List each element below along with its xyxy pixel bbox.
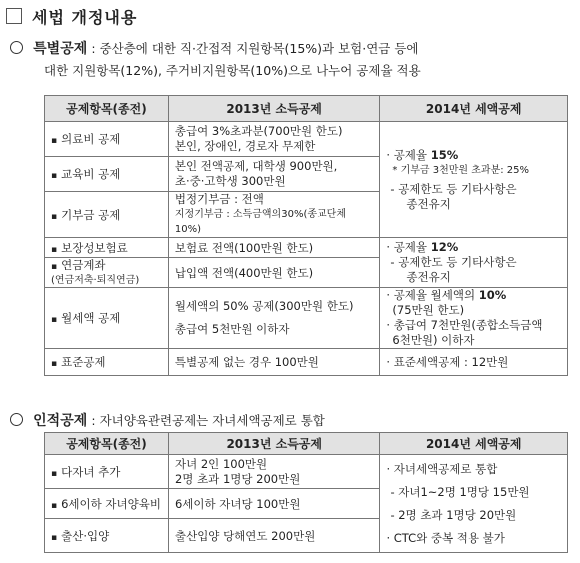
row-item: ▪ 기부금 공제 [45,192,169,238]
special-deduction-table [44,95,568,376]
row-2013 [168,288,380,349]
group3-line4: 6천만원) 이하자 [392,333,475,347]
row-2013: 출산입양 당해연도 200만원 [168,519,379,553]
row-2013-line: 총급여 3%초과분(700만원 한도) [174,124,343,138]
section1-heading [10,39,419,60]
group1-rate: 15% [430,147,459,162]
row-item-sub: (연금저축·퇴직연금) [51,275,140,286]
row-2013-line: 2명 초과 1명당 200만원 [174,471,301,486]
row-2013-line: 지정기부금 : 소득금액의30%(종교단체 10%) [174,209,346,235]
row-item: ▪ 출산·입양 [45,519,169,553]
group3-line1-label: · 공제율 월세액의 [386,288,479,302]
row-2013-line: 법정기부금 : 전액 [174,192,264,206]
header-2013: 2013년 소득공제 [168,96,380,122]
group2-note1: - 공제한도 등 기타사항은 [390,255,517,269]
row-2013: 6세이하 자녀당 100만원 [168,489,379,519]
table-row [45,122,568,157]
row-2013 [168,157,380,192]
row-item: ▪ 연금계좌 (연금저축·퇴직연금) [45,258,169,288]
group3-line1-rate: 10% [478,288,507,302]
row-item: ▪ 6세이하 자녀양육비 [45,489,169,519]
row-2013-line: 본인 전액공제, 대학생 900만원, [174,159,338,173]
row-2013-line: 자녀 2인 100만원 [174,456,268,471]
row-2014-standard: · 표준세액공제 : 12만원 [380,349,568,376]
row-item: ▪ 의료비 공제 [45,122,169,157]
header-2014: 2014년 세액공제 [380,433,568,455]
group1-donation: * 기부금 3천만원 초과분: 25% [392,164,530,176]
row-2013 [168,455,379,489]
personal-deduction-table [44,432,568,553]
row-2013-line: 총급여 5천만원 이하자 [174,322,290,336]
title-checkbox-icon [6,8,22,24]
group2-rate-label: · 공제율 [386,240,431,254]
group1-rate-line [386,148,561,163]
header-item: 공제항목(종전) [45,96,169,122]
circle-bullet-icon [10,41,23,54]
row-2014-personal [380,455,568,553]
row-2013-line: 본인, 장애인, 경로자 무제한 [174,139,316,153]
header-2014: 2014년 세액공제 [380,96,568,122]
row-2014-group1 [380,122,568,238]
header-2013: 2013년 소득공제 [168,433,379,455]
row-2013-line: 초·중·고학생 300만원 [174,174,286,188]
group3-line1 [386,288,561,303]
row-item-label: 연금계좌 [61,258,106,272]
section1-desc-line1: : 중산층에 대한 직·간접적 지원항목(15%)과 보험·연금 등에 [91,41,419,56]
section1-label: 특별공제 [33,41,88,57]
row-item: ▪ 보장성보험료 [45,238,169,258]
group1-note1: - 공제한도 등 기타사항은 [390,181,517,196]
group1-rate-label: · 공제율 [386,147,431,162]
header-item: 공제항목(종전) [45,433,169,455]
personal-2014-line: - 2명 초과 1명당 20만원 [390,507,517,522]
row-2013: 보험료 전액(100만원 한도) [168,238,380,258]
section2-desc: : 자녀양육관련공제는 자녀세액공제로 통합 [91,413,325,428]
row-item: ▪ 표준공제 [45,349,169,376]
row-2014-group2 [380,238,568,288]
row-2013: 특별공제 없는 경우 100만원 [168,349,380,376]
group3-line3: · 총급여 7천만원(종합소득금액 [386,318,543,332]
section2-heading [10,411,325,432]
section1-desc-line2: 대한 지원항목(12%), 주거비지원항목(10%)으로 나누어 공제율 적용 [44,63,421,78]
row-item: ▪ 다자녀 추가 [45,455,169,489]
row-item: ▪ 교육비 공제 [45,157,169,192]
table-row [45,455,568,489]
row-2013: 납입액 전액(400만원 한도) [168,258,380,288]
row-item: ▪ 월세액 공제 [45,288,169,349]
page-title: 세법 개정내용 [32,7,138,27]
row-2014-group3 [380,288,568,349]
group2-rate: 12% [430,240,459,254]
table-row [45,349,568,376]
group2-rate-line [386,240,561,255]
page-title-row [6,4,137,28]
row-2013-line: 월세액의 50% 공제(300만원 한도) [174,299,354,313]
table-row [45,238,568,258]
table-row [45,288,568,349]
circle-bullet-icon [10,413,23,426]
group2-note2: 종전유지 [406,270,451,284]
personal-2014-line: · CTC와 중복 적용 불가 [386,530,505,545]
row-2013 [168,122,380,157]
personal-2014-line: - 자녀1~2명 1명당 15만원 [390,484,530,499]
personal-2014-line: · 자녀세액공제로 통합 [386,461,498,476]
row-2013 [168,192,380,238]
group3-line2: (75만원 한도) [392,303,465,317]
section2-label: 인적공제 [33,413,88,429]
group1-note2: 종전유지 [406,196,451,211]
